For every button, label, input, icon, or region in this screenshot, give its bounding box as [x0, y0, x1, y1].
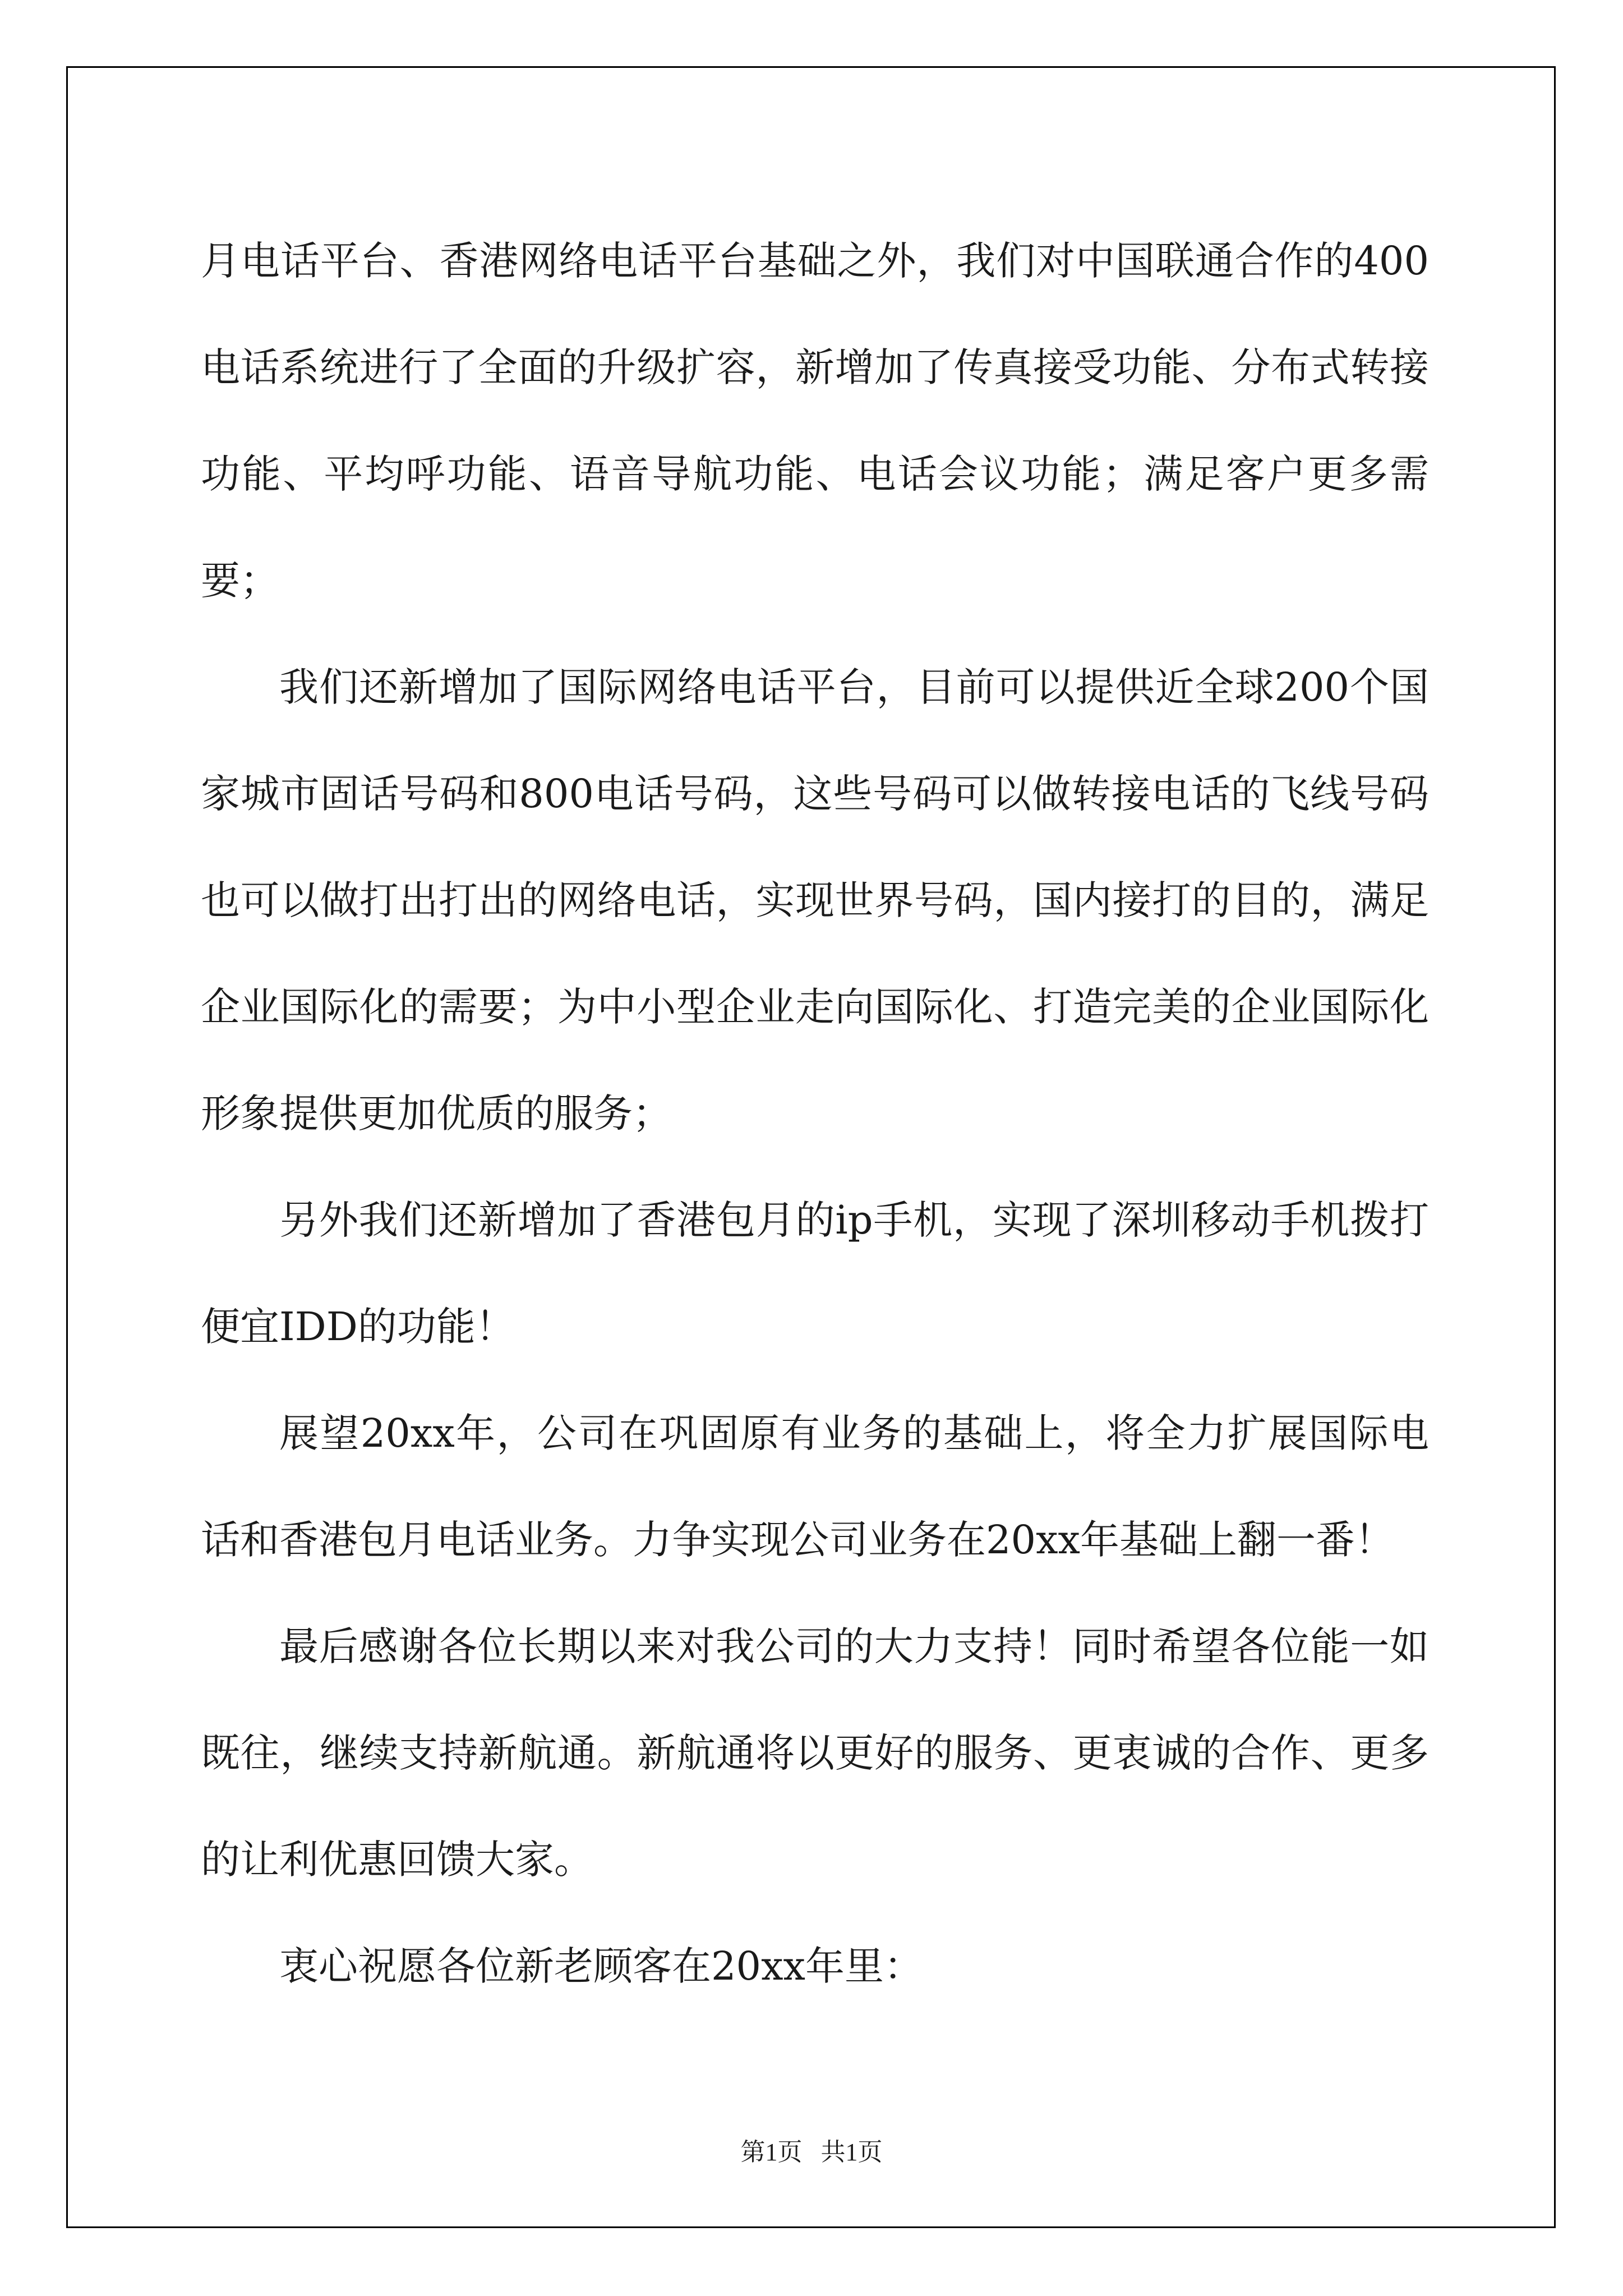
paragraph-2: 我们还新增加了国际网络电话平台，目前可以提供近全球200个国家城市固话号码和800电话号码，这些号码可以做转接电话的飞线号码也可以做打出打出的网络电话，实现世界号码，国内接打的目的，满足企业国际化的需要；为中小型企业走向国际化、打造完美的企业国际化形象提供更加优质的服务；: [201, 664, 1429, 1137]
page-footer: 第1页 共1页: [740, 2138, 883, 2166]
paragraph-1: 月电话平台、香港网络电话平台基础之外，我们对中国联通合作的400电话系统进行了全面的升级扩容，新增加了传真接受功能、分布式转接功能、平均呼功能、语音导航功能、电话会议功能；满足客户更多需要；: [201, 238, 1429, 604]
paragraph-4: 展望20xx年，公司在巩固原有业务的基础上，将全力扩展国际电话和香港包月电话业务。力争实现公司业务在20xx年基础上翻一番！: [201, 1410, 1429, 1563]
paragraph-3: 另外我们还新增加了香港包月的ip手机，实现了深圳移动手机拨打便宜IDD的功能！: [201, 1197, 1429, 1350]
document-body: [201, 208, 1429, 2019]
paragraph-5: 最后感谢各位长期以来对我公司的大力支持！同时希望各位能一如既往，继续支持新航通。新航通将以更好的服务、更衷诚的合作、更多的让利优惠回馈大家。: [201, 1623, 1429, 1883]
paragraph-6: 衷心祝愿各位新老顾客在20xx年里：: [279, 1943, 924, 1989]
